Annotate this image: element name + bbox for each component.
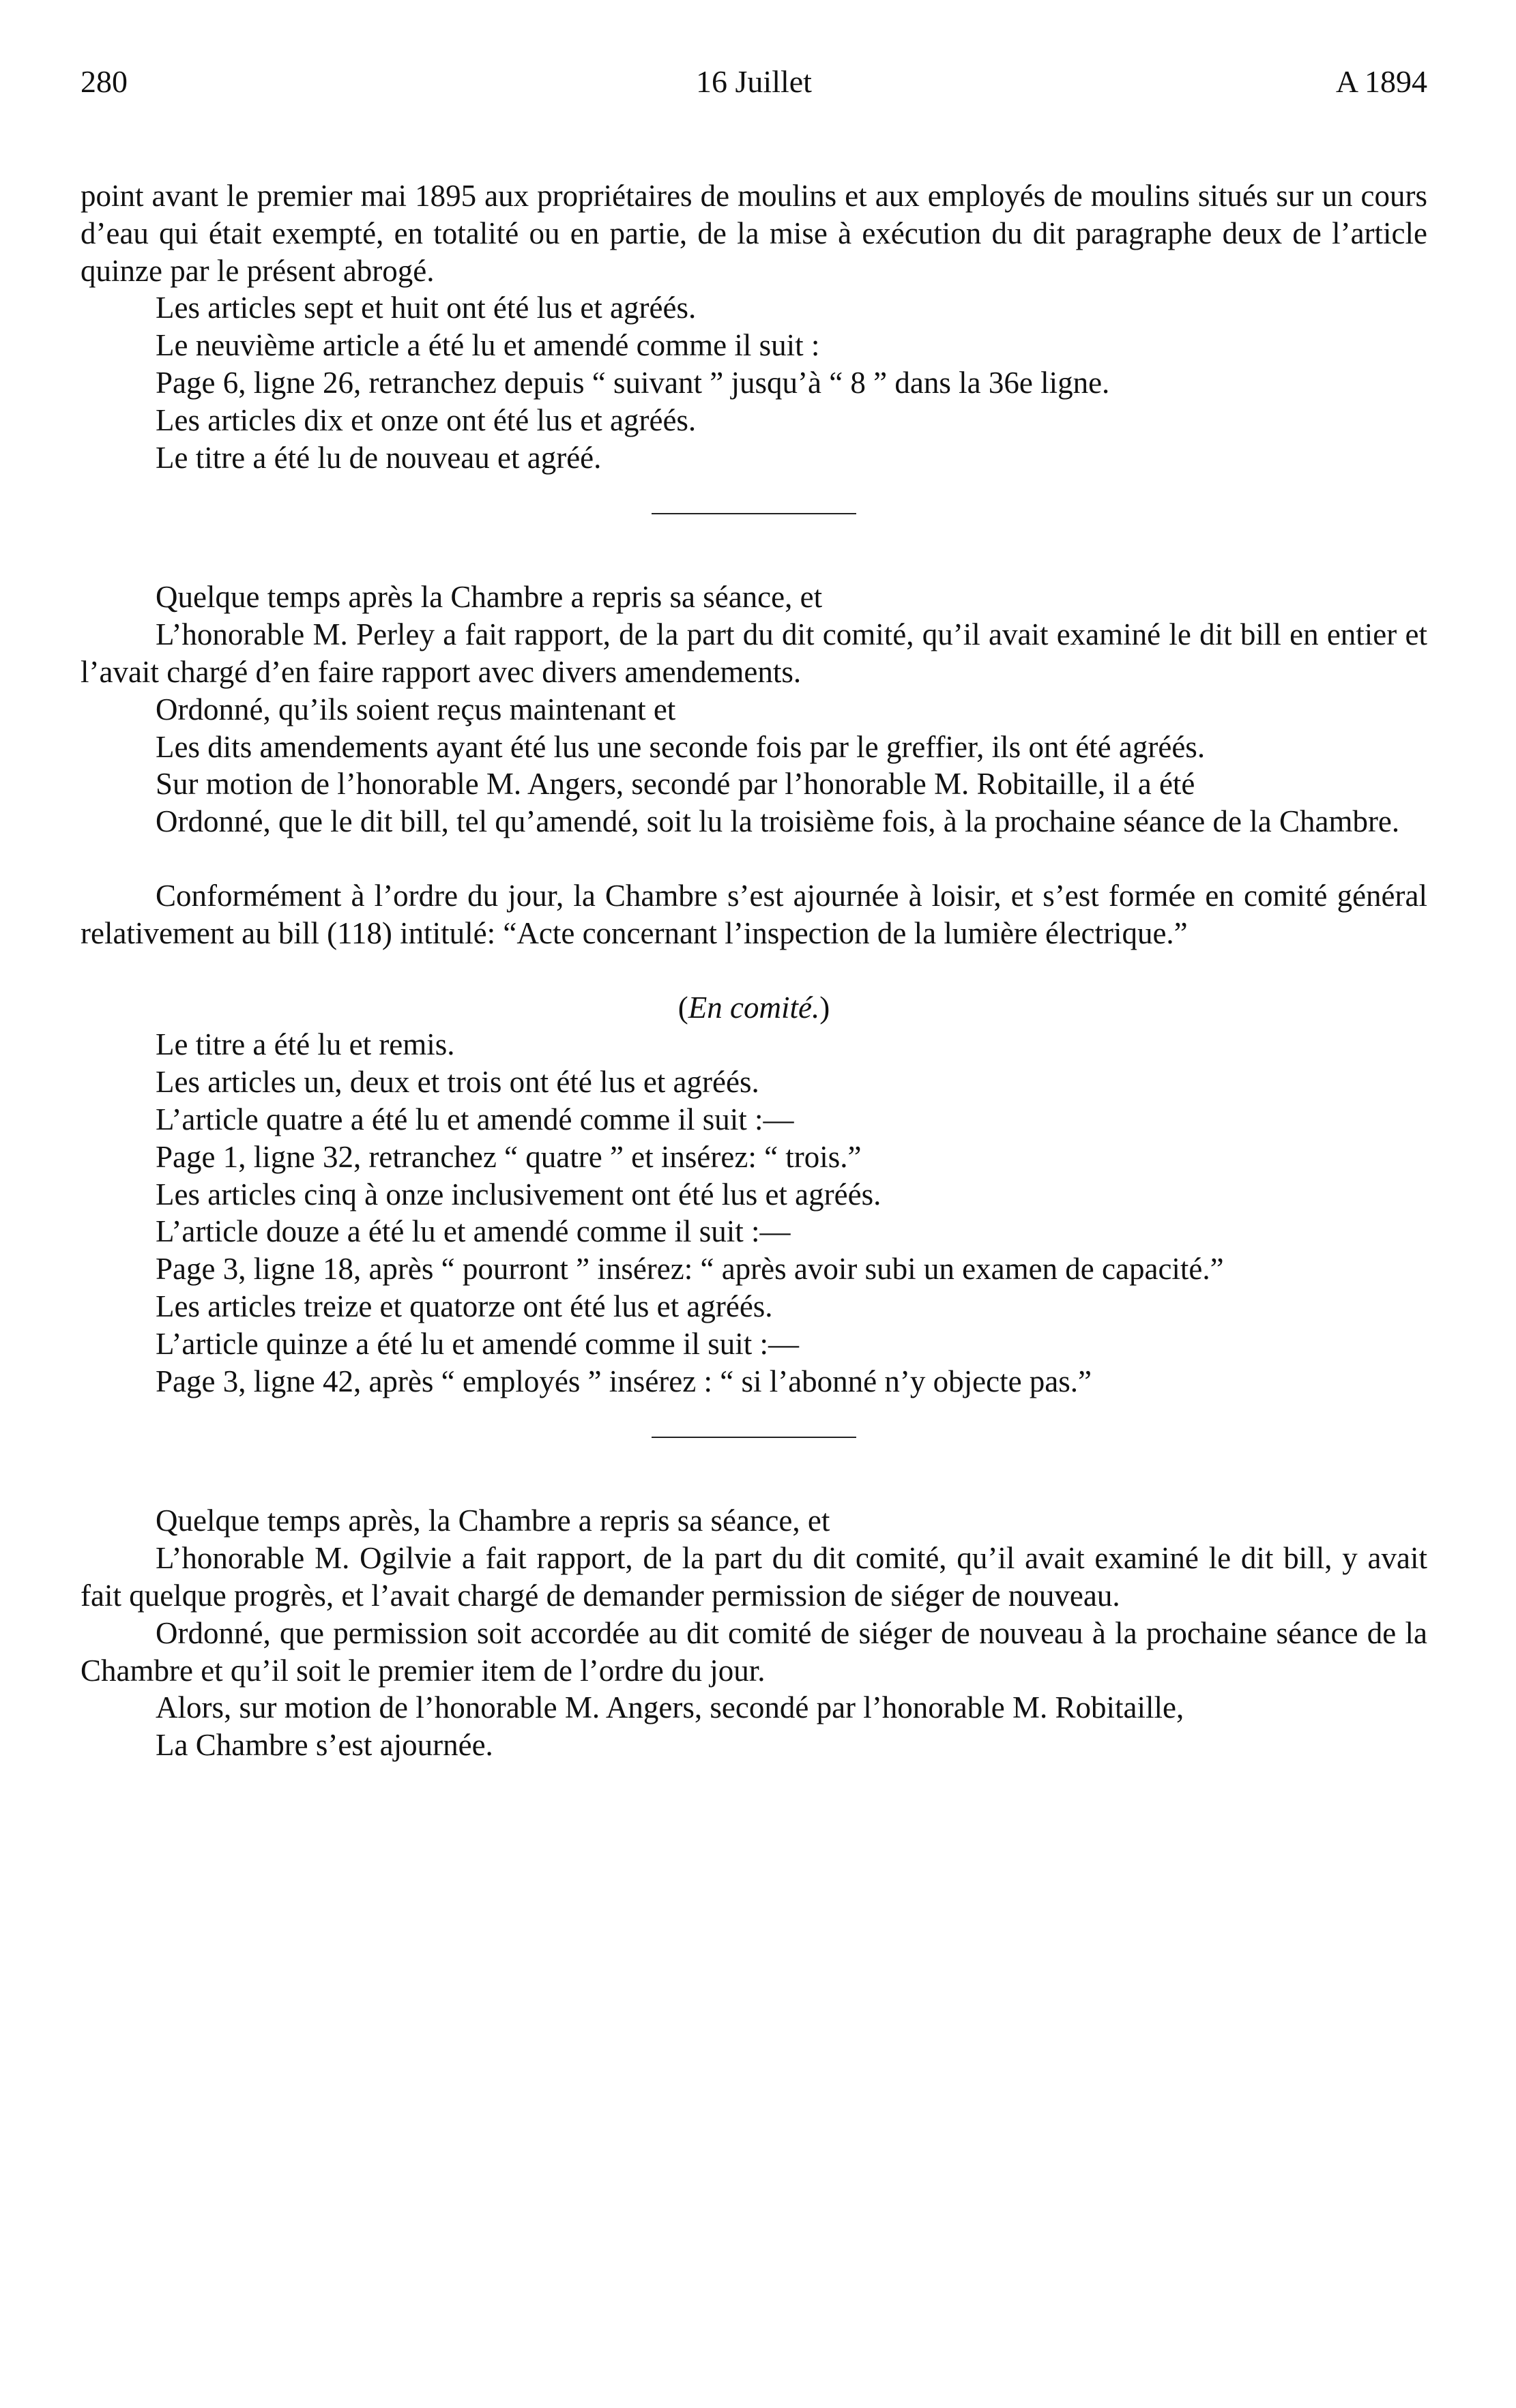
section-report-continuation <box>81 177 1427 476</box>
section-perley-report <box>81 578 1427 840</box>
paragraph: Les articles un, deux et trois ont été lus et agréés. <box>156 1065 759 1100</box>
paragraph: Le neuvième article a été lu et amendé comme il suit : <box>156 328 820 363</box>
section-divider <box>652 513 856 514</box>
paragraph: point avant le premier mai 1895 aux propriétaires de moulins et aux employés de moulins situés sur un cours d’eau qui était exempté, en totalité ou en partie, de la mise à exécution du dit paragraphe deux de l’article quinze par le présent abrogé. <box>81 179 1427 288</box>
committee-heading-close: ) <box>819 990 830 1025</box>
paragraph: Quelque temps après la Chambre a repris sa séance, et <box>156 580 823 615</box>
committee-heading-text: En comité. <box>688 990 820 1025</box>
paragraph: Ordonné, que permission soit accordée au dit comité de siéger de nouveau à la prochaine séance de la Chambre et qu’il soit le premier item de l’ordre du jour. <box>81 1615 1427 1688</box>
section-divider <box>652 1437 856 1438</box>
paragraph: Page 3, ligne 42, après “ employés ” insérez : “ si l’abonné n’y objecte pas.” <box>156 1364 1092 1398</box>
section-order-of-day <box>81 877 1427 952</box>
paragraph: Le titre a été lu de nouveau et agréé. <box>156 440 602 475</box>
paragraph: Page 3, ligne 18, après “ pourront ” insérez: “ après avoir subi un examen de capacité.” <box>156 1252 1224 1287</box>
header-year: A 1894 <box>1335 64 1427 99</box>
paragraph: La Chambre s’est ajournée. <box>156 1728 493 1763</box>
paragraph: Conformément à l’ordre du jour, la Chambre s’est ajournée à loisir, et s’est formée en comité général relativement au bill (118) intitulé: “Acte concernant l’inspection de la lumière électrique.” <box>81 878 1427 950</box>
paragraph: Les articles sept et huit ont été lus et agréés. <box>156 291 697 325</box>
header-date: 16 Juillet <box>696 64 812 99</box>
paragraph: Les dits amendements ayant été lus une seconde fois par le greffier, ils ont été agréés. <box>156 729 1206 764</box>
paragraph: Les articles cinq à onze inclusivement ont été lus et agréés. <box>156 1177 881 1212</box>
paragraph: L’article quinze a été lu et amendé comme il suit :— <box>156 1326 800 1361</box>
paragraph: Les articles treize et quatorze ont été lus et agréés. <box>156 1289 773 1323</box>
paragraph: L’honorable M. Ogilvie a fait rapport, de la part du dit comité, qu’il avait examiné le dit bill, y avait fait quelque progrès, et l’avait chargé de demander permission de siéger de nouveau. <box>81 1541 1427 1613</box>
page-number: 280 <box>81 64 128 99</box>
section-committee <box>81 989 1427 1400</box>
page-body <box>81 177 1427 1764</box>
paragraph: Les articles dix et onze ont été lus et agréés. <box>156 402 697 437</box>
committee-heading-open: ( <box>677 990 688 1025</box>
paragraph: Le titre a été lu et remis. <box>156 1027 455 1062</box>
committee-heading <box>81 989 1427 1027</box>
paragraph: L’article quatre a été lu et amendé comme il suit :— <box>156 1102 794 1136</box>
page-header <box>81 61 1427 102</box>
spacer <box>81 840 1427 877</box>
paragraph: L’honorable M. Perley a fait rapport, de la part du dit comité, qu’il avait examiné le dit bill en entier et l’avait chargé d’en faire rapport avec divers amendements. <box>81 617 1427 689</box>
paragraph: Quelque temps après, la Chambre a repris sa séance, et <box>156 1503 830 1538</box>
section-ogilvie-report <box>81 1502 1427 1764</box>
paragraph: Ordonné, qu’ils soient reçus maintenant et <box>156 692 676 726</box>
paragraph: Page 6, ligne 26, retranchez depuis “ suivant ” jusqu’à “ 8 ” dans la 36e ligne. <box>156 365 1110 400</box>
paragraph: Alors, sur motion de l’honorable M. Angers, secondé par l’honorable M. Robitaille, <box>156 1690 1184 1725</box>
paragraph: Sur motion de l’honorable M. Angers, secondé par l’honorable M. Robitaille, il a été <box>156 767 1195 802</box>
spacer <box>81 952 1427 989</box>
paragraph: Page 1, ligne 32, retranchez “ quatre ” et insérez: “ trois.” <box>156 1139 862 1174</box>
paragraph: Ordonné, que le dit bill, tel qu’amendé, soit lu la troisième fois, à la prochaine séance de la Chambre. <box>156 804 1400 839</box>
paragraph: L’article douze a été lu et amendé comme il suit :— <box>156 1214 791 1249</box>
